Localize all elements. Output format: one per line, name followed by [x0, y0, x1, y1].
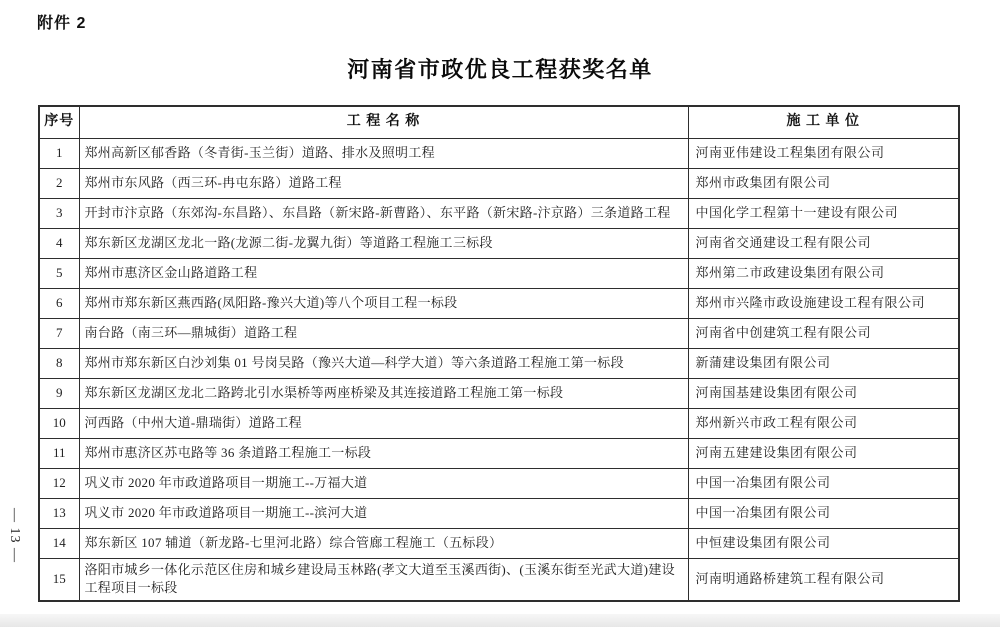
- table-row: [39, 138, 959, 168]
- table-row: [39, 528, 959, 558]
- serial-number-cell: 14: [39, 528, 79, 558]
- serial-number-cell: 8: [39, 348, 79, 378]
- serial-number-cell: 15: [39, 558, 79, 601]
- table-body: [39, 138, 959, 601]
- serial-number-cell: 11: [39, 438, 79, 468]
- construction-unit-cell: 河南省中创建筑工程有限公司: [688, 318, 959, 348]
- project-name-cell: 郑州市郑东新区白沙刘集 01 号岗吴路（豫兴大道—科学大道）等六条道路工程施工第一标段: [79, 348, 688, 378]
- construction-unit-cell: 河南五建建设集团有限公司: [688, 438, 959, 468]
- table-row: [39, 288, 959, 318]
- table-row: [39, 198, 959, 228]
- header-serial-number: 序号: [39, 106, 79, 138]
- table-row: [39, 438, 959, 468]
- project-name-cell: 郑州市郑东新区燕西路(凤阳路-豫兴大道)等八个项目工程一标段: [79, 288, 688, 318]
- construction-unit-cell: 郑州市政集团有限公司: [688, 168, 959, 198]
- awards-table: [38, 105, 960, 602]
- project-name-cell: 郑州市惠济区金山路道路工程: [79, 258, 688, 288]
- table-row: [39, 348, 959, 378]
- serial-number-cell: 3: [39, 198, 79, 228]
- header-project-name: 工 程 名 称: [79, 106, 688, 138]
- construction-unit-cell: 河南亚伟建设工程集团有限公司: [688, 138, 959, 168]
- construction-unit-cell: 河南国基建设集团有限公司: [688, 378, 959, 408]
- serial-number-cell: 4: [39, 228, 79, 258]
- project-name-cell: 郑东新区龙湖区龙北二路跨北引水渠桥等两座桥梁及其连接道路工程施工第一标段: [79, 378, 688, 408]
- construction-unit-cell: 中国化学工程第十一建设有限公司: [688, 198, 959, 228]
- serial-number-cell: 2: [39, 168, 79, 198]
- scan-shadow: [0, 614, 1000, 627]
- serial-number-cell: 10: [39, 408, 79, 438]
- serial-number-cell: 6: [39, 288, 79, 318]
- table-header-row: [39, 106, 959, 138]
- construction-unit-cell: 河南明通路桥建筑工程有限公司: [688, 558, 959, 601]
- project-name-cell: 巩义市 2020 年市政道路项目一期施工--滨河大道: [79, 498, 688, 528]
- serial-number-cell: 1: [39, 138, 79, 168]
- serial-number-cell: 5: [39, 258, 79, 288]
- construction-unit-cell: 郑州第二市政建设集团有限公司: [688, 258, 959, 288]
- table-row: [39, 498, 959, 528]
- project-name-cell: 郑州高新区郁香路（冬青街-玉兰街）道路、排水及照明工程: [79, 138, 688, 168]
- table-row: [39, 318, 959, 348]
- project-name-cell: 南台路（南三环—鼎城街）道路工程: [79, 318, 688, 348]
- serial-number-cell: 12: [39, 468, 79, 498]
- construction-unit-cell: 新蒲建设集团有限公司: [688, 348, 959, 378]
- table-row: [39, 168, 959, 198]
- project-name-cell: 开封市汴京路（东郊沟-东昌路）、东昌路（新宋路-新曹路）、东平路（新宋路-汴京路）三条道路工程: [79, 198, 688, 228]
- construction-unit-cell: 郑州新兴市政工程有限公司: [688, 408, 959, 438]
- construction-unit-cell: 中国一冶集团有限公司: [688, 498, 959, 528]
- construction-unit-cell: 河南省交通建设工程有限公司: [688, 228, 959, 258]
- table-row: [39, 558, 959, 601]
- serial-number-cell: 7: [39, 318, 79, 348]
- table-row: [39, 228, 959, 258]
- project-name-cell: 郑州市惠济区苏屯路等 36 条道路工程施工一标段: [79, 438, 688, 468]
- construction-unit-cell: 中国一冶集团有限公司: [688, 468, 959, 498]
- project-name-cell: 郑东新区 107 辅道（新龙路-七里河北路）综合管廊工程施工（五标段）: [79, 528, 688, 558]
- serial-number-cell: 13: [39, 498, 79, 528]
- project-name-cell: 河西路（中州大道-鼎瑞街）道路工程: [79, 408, 688, 438]
- table-row: [39, 468, 959, 498]
- table-row: [39, 258, 959, 288]
- project-name-cell: 郑州市东风路（西三环-冉屯东路）道路工程: [79, 168, 688, 198]
- construction-unit-cell: 中恒建设集团有限公司: [688, 528, 959, 558]
- construction-unit-cell: 郑州市兴隆市政设施建设工程有限公司: [688, 288, 959, 318]
- table-row: [39, 408, 959, 438]
- page-title: 河南省市政优良工程获奖名单: [347, 57, 653, 82]
- header-construction-unit: 施 工 单 位: [688, 106, 959, 138]
- table-row: [39, 378, 959, 408]
- project-name-cell: 洛阳市城乡一体化示范区住房和城乡建设局玉林路(孝文大道至玉溪西街)、(玉溪东街至光武大道)建设工程项目一标段: [79, 558, 688, 601]
- project-name-cell: 郑东新区龙湖区龙北一路(龙源二街-龙翼九街）等道路工程施工三标段: [79, 228, 688, 258]
- serial-number-cell: 9: [39, 378, 79, 408]
- attachment-label: 附件 2: [37, 15, 87, 32]
- project-name-cell: 巩义市 2020 年市政道路项目一期施工--万福大道: [79, 468, 688, 498]
- page-number: — 13 —: [7, 508, 22, 563]
